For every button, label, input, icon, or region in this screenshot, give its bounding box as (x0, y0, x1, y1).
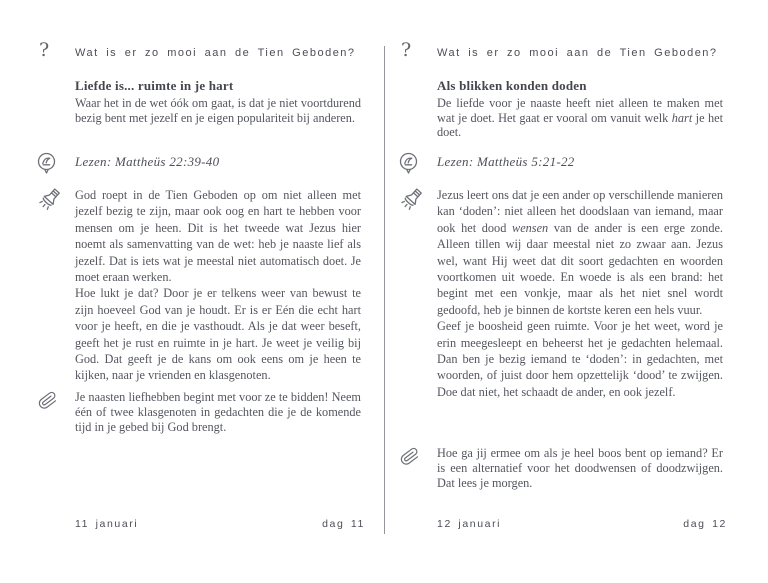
left-page (36, 0, 366, 583)
paperclip-icon (38, 390, 60, 419)
page-header: Wat is er zo mooi aan de Tien Geboden? (437, 47, 718, 59)
footer-day: dag 12 (683, 518, 727, 530)
right-title-block (398, 78, 728, 140)
left-body-row (36, 187, 366, 384)
page-divider (384, 46, 385, 534)
flashlight-icon (396, 185, 426, 224)
right-page (398, 0, 728, 583)
right-note-row (398, 446, 728, 492)
flashlight-icon (34, 185, 64, 224)
note-text: Hoe ga jij ermee om als je heel boos bent op iemand? Er is een alternatief voor het doodwensen of doodzwijgen. Dat lees je morgen. (437, 446, 723, 491)
left-header-row (36, 39, 366, 61)
reading-reference: Lezen: Mattheüs 22:39-40 (75, 154, 220, 169)
left-title-block (36, 78, 366, 125)
note-text: Je naasten liefhebben begint met voor ze te bidden! Neem één of twee klasgenoten in gedachten die je de komende tijd in je gebed bij God brengt. (75, 390, 361, 435)
body-text: Jezus leert ons dat je een ander op verschillende manieren kan ‘doden’: niet alleen het doodslaan van iemand, maar ook het dood wensen van de ander is een erge zonde. Alleen tillen wij daar meestal niet zo zwaar aan. Jezus wel, want Hij weet dat dit soort gedachten en woorden voortkomen uit woede. En woede is als een brand: het begint met een vonkje, maar als het niet snel wordt gedoofd, heb je binnen de kortste keren een hels vuur. Geef je boosheid geen ruimte. Voor je het weet, word je erin meegesleept en beheerst het je gedachten helemaal. Dan ben je bezig iemand te ‘doden’: in gedachten, met woorden, of juist door hem opzettelijk ‘dood’ te zwijgen. Doe dat niet, het schaadt de ander, en ook jezelf. (437, 188, 724, 399)
intro-paragraph: Waar het in de wet óók om gaat, is dat je niet voortdurend bezig bent met jezelf en je eigen populariteit bij anderen. (75, 96, 361, 125)
footer-day: dag 11 (322, 518, 365, 530)
reading-reference: Lezen: Mattheüs 5:21-22 (437, 154, 575, 169)
circled-reader-icon (398, 151, 420, 182)
section-title: Liefde is... ruimte in je hart (75, 78, 234, 93)
section-title: Als blikken konden doden (437, 78, 587, 93)
right-reading-row (398, 151, 728, 170)
question-mark-icon: ? (39, 39, 50, 61)
footer-date: 12 januari (437, 518, 502, 530)
right-header-row (398, 39, 728, 61)
right-page-footer (437, 518, 727, 530)
paperclip-icon (400, 446, 422, 475)
left-reading-row (36, 151, 366, 170)
question-mark-icon: ? (401, 39, 412, 61)
left-note-row (36, 390, 366, 436)
circled-reader-icon (36, 151, 58, 182)
page-header: Wat is er zo mooi aan de Tien Geboden? (75, 47, 356, 59)
right-body-row (398, 187, 728, 400)
footer-date: 11 januari (75, 518, 139, 530)
body-text: God roept in de Tien Geboden op om niet alleen met jezelf bezig te zijn, maar ook oog en hart te hebben voor mensen om je heen. Dit is het tweede wat Jezus hier noemt als samenvatting van de wet: heb je naaste lief als jezelf. Dat is iets wat je meestal niet automatisch doet. Je moet eraan werken. Hoe lukt je dat? Door je er telkens weer van bewust te zijn hoeveel God van je houdt. Er is er Eén die echt hart voor je heeft, en die je vasthoudt. Als je dat weer beseft, geeft het je rust en ruimte in je hart. Je weet je veilig bij God. Dat geeft je de kans om ook eens om je heen te kijken, naar je vrienden en klasgenoten. (75, 188, 361, 383)
intro-paragraph: De liefde voor je naaste heeft niet alleen te maken met wat je doet. Het gaat er vooral om vanuit welk hart je het doet. (437, 96, 723, 140)
left-page-footer (75, 518, 365, 530)
